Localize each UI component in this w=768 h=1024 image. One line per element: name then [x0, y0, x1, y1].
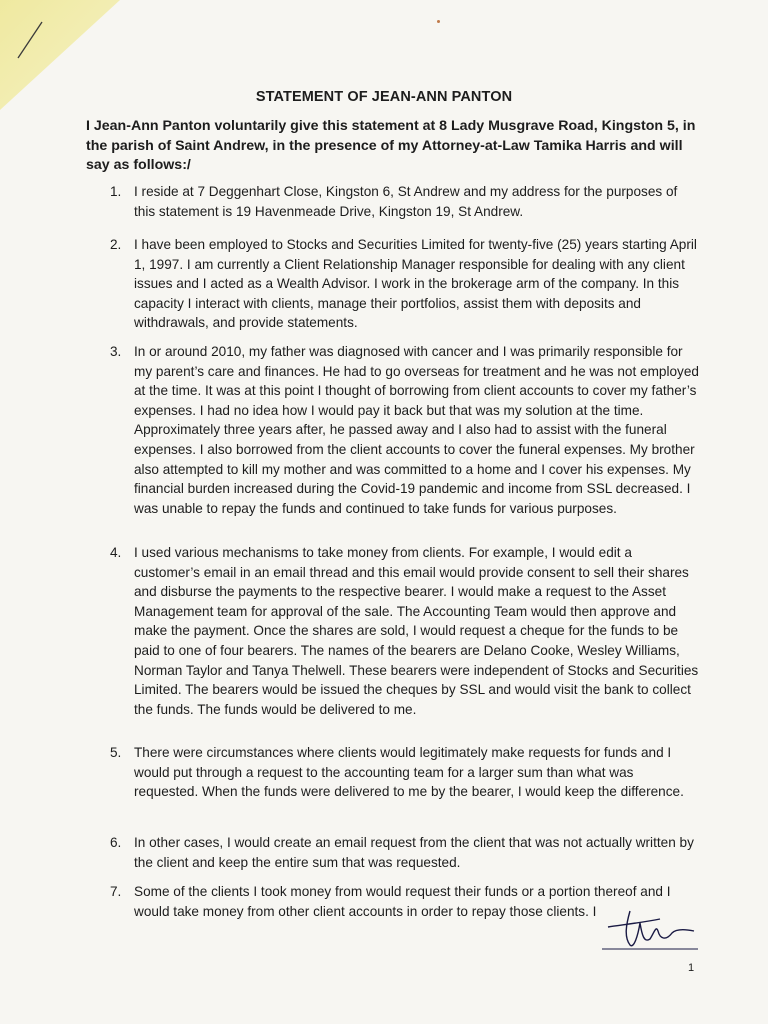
item-text: I have been employed to Stocks and Securities Limited for twenty-five (25) years starting April 1, 1997. I am currently a Client Relationship Manager responsible for dealing with any client issues and I acted as a Wealth Advisor. I work in the brokerage arm of the company. In this capacity I interact with clients, manage their portfolios, assist them with deposits and withdrawals, and provide statements.	[134, 237, 697, 331]
intro-paragraph: I Jean-Ann Panton voluntarily give this statement at 8 Lady Musgrave Road, Kingston 5, in the parish of Saint Andrew, in the presence of my Attorney-at-Law Tamika Harris and will say as follows:/	[86, 118, 696, 173]
page-title: STATEMENT OF JEAN-ANN PANTON	[255, 89, 513, 105]
item-text: In other cases, I would create an email request from the client that was not actually written by the client and keep the entire sum that was requested.	[134, 835, 694, 870]
item-number: 2.	[110, 237, 122, 252]
item-text: There were circumstances where clients would legitimately make requests for funds and I would put through a request to the accounting team for a larger sum than what was requested. When the funds were delivered to me by the bearer, I would keep the difference.	[134, 745, 684, 800]
item-number: 3.	[110, 344, 122, 359]
item-number: 1.	[110, 184, 122, 199]
item-text: Some of the clients I took money from would request their funds or a portion thereof and I would take money from other client accounts in order to repay those clients. I	[134, 884, 671, 919]
item-text: I reside at 7 Deggenhart Close, Kingston 6, St Andrew and my address for the purposes of this statement is 19 Havenmeade Drive, Kingston 19, St Andrew.	[134, 184, 678, 219]
signature-icon	[600, 905, 700, 965]
item-text: I used various mechanisms to take money from clients. For example, I would edit a customer’s email in an email thread and this email would provide consent to sell their shares and disburse the payments to the respective bearer. I would make a request to the Asset Management team for approval of the sale. The Accounting Team would then approve and make the payment. Once the shares are sold, I would request a cheque for the funds to be paid to one of four bearers. The names of the bearers are Delano Cooke, Wesley Williams, Norman Taylor and Tanya Thelwell. These bearers were independent of Stocks and Securities Limited. The bearers would be issued the cheques by SSL and would visit the bank to collect the funds. The funds would be delivered to me.	[134, 545, 699, 717]
item-number: 4.	[110, 545, 122, 560]
page-number: 1	[688, 962, 695, 974]
speck	[437, 20, 440, 23]
item-number: 6.	[110, 835, 122, 850]
item-text: In or around 2010, my father was diagnosed with cancer and I was primarily responsible for my parent’s care and finances. He had to go overseas for treatment and he was not employed at the time. It was at this point I thought of borrowing from client accounts to cover my father’s expenses. I had no idea how I would pay it back but that was my solution at the time. Approximately three years after, he passed away and I also had to assist with the funeral expenses. I also borrowed from the client accounts to cover the funeral expenses. My brother also attempted to kill my mother and was committed to a home and I cover his expenses. My financial burden increased during the Covid-19 pandemic and income from SSL decreased. I was unable to repay the funds and continued to take funds for various purposes.	[134, 344, 699, 516]
pen-mark-icon	[8, 18, 48, 68]
item-number: 5.	[110, 745, 122, 760]
item-number: 7.	[110, 884, 122, 899]
